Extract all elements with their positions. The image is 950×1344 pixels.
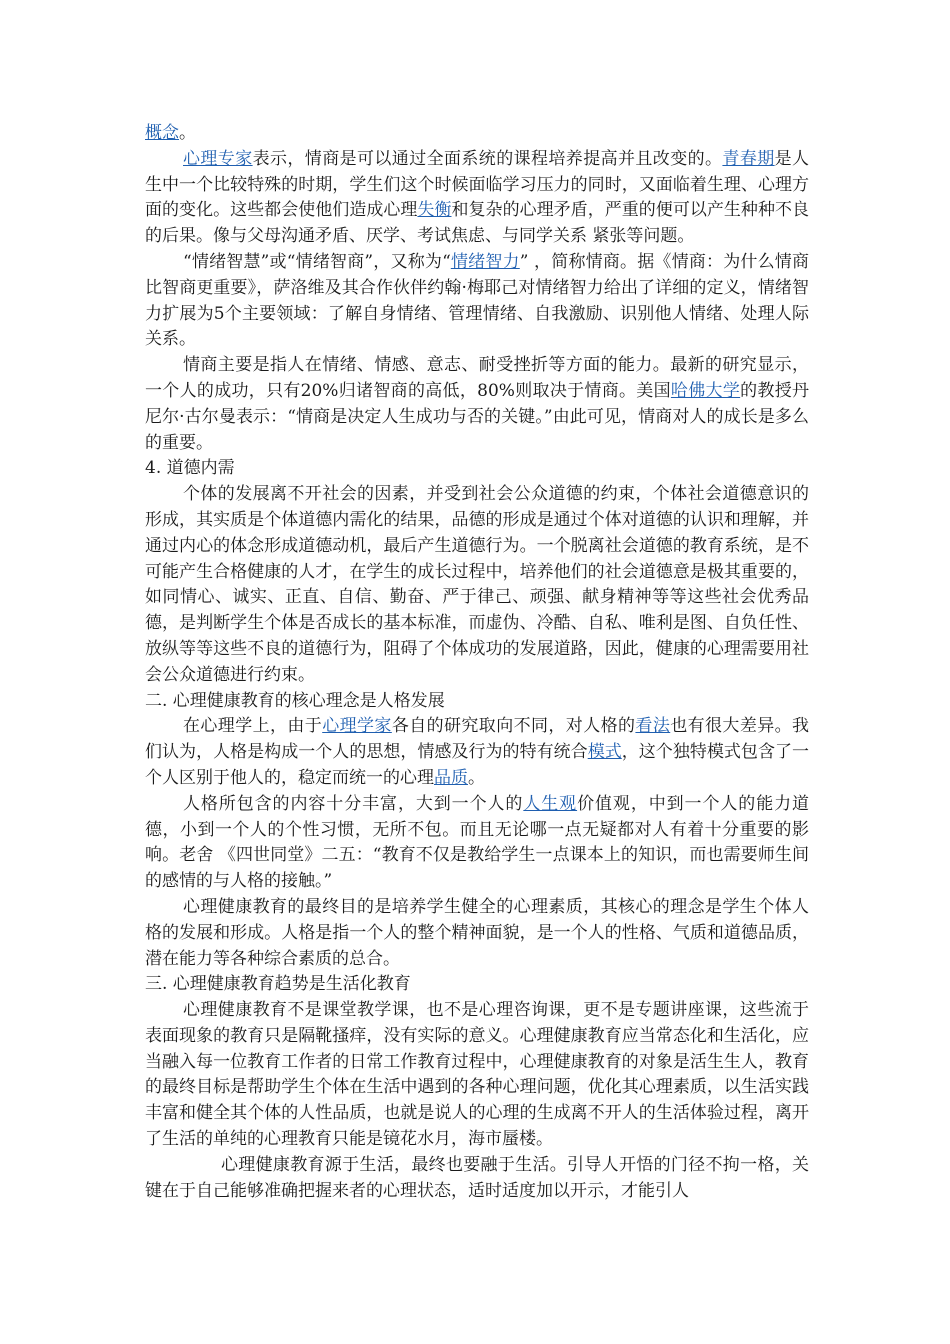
- heading-moral-needs: [145, 456, 809, 482]
- heading-section-two: [145, 689, 809, 715]
- text-run: 在心理学上，由于: [183, 716, 323, 737]
- paragraph-moral-development: [145, 482, 809, 688]
- hyperlink[interactable]: 失衡: [417, 200, 452, 221]
- text-run: ，这个独特模式包含了一个人区别于他人的，稳定而统一的心理: [145, 742, 810, 788]
- hyperlink[interactable]: 情绪智力: [450, 251, 520, 272]
- paragraph-concept-end: [145, 121, 809, 147]
- text-run: 各自的研究取向不同，对人格的: [391, 716, 636, 737]
- text-run: 价值观，中到一个人的能力道德，小到一个人的个性习惯，无所不包。而且无论哪一点无疑都对人有着十分重要的影响。老舍 《四世同堂》二五：“教育不仅是教给学生一点课本上的知识，而也需要师生间的感情的与人格的接触。”: [145, 793, 810, 892]
- paragraph-eq-success: [145, 353, 809, 456]
- text-run: 二. 心理健康教育的核心理念是人格发展: [145, 690, 445, 711]
- paragraph-from-life: [145, 1153, 809, 1205]
- hyperlink[interactable]: 青春期: [722, 148, 775, 169]
- text-run: 情商主要是指人在情绪、情感、意志、耐受挫折等方面的能力。最新的研究显示，一个人的成功，只有20%归诸智商的高低，80%则取决于情商。美国: [145, 355, 809, 401]
- hyperlink[interactable]: 心理专家: [183, 148, 253, 169]
- text-run: 表示，情商是可以通过全面系统的课程培养提高并且改变的。: [252, 148, 723, 169]
- hyperlink[interactable]: 人生观: [523, 793, 578, 814]
- hyperlink[interactable]: 看法: [635, 716, 671, 737]
- document-page: [145, 121, 809, 1204]
- hyperlink[interactable]: 哈佛大学: [670, 380, 741, 401]
- text-run: ” ，简称情商。据《情商：为什么情商比智商更重要》，萨洛维及其合作伙伴约翰·梅耶己对情绪智力给出了详细的定义，情绪智力扩展为5个主要领域：了解自身情绪、管理情绪、自我激励、识别他人情绪、处理人际关系。: [145, 251, 809, 350]
- paragraph-education-goal: [145, 895, 809, 972]
- text-run: 心理健康教育的最终目的是培养学生健全的心理素质，其核心的理念是学生个体人格的发展和形成。人格是指一个人的整个精神面貌，是一个人的性格、气质和道德品质，潜在能力等各种综合素质的总合。: [145, 896, 809, 969]
- paragraph-emotional-intelligence: [145, 250, 809, 353]
- text-run: 。: [179, 123, 196, 143]
- text-run: 的教授丹尼尔·古尔曼表示：“情商是决定人生成功与否的关键。”由此可见，情商对人的成长是多么的重要。: [145, 380, 810, 453]
- hyperlink[interactable]: 概念: [145, 123, 179, 143]
- hyperlink[interactable]: 心理学家: [322, 716, 392, 737]
- heading-section-three: [145, 972, 809, 998]
- hyperlink[interactable]: 品质: [434, 767, 468, 788]
- text-run: 是人生中一个比较特殊的时期，学生们这个时候面临学习压力的同时，又面临着生理、心理方面的变化。这些都会使他们造成心理: [145, 148, 810, 221]
- paragraph-personality-content: [145, 792, 809, 895]
- text-run: 也有很大差异。我们认为，人格是构成一个人的思想，情感及行为的特有统合: [145, 716, 810, 763]
- text-run: 心理健康教育源于生活，最终也要融于生活。引导人开悟的门径不拘一格，关键在于自己能够准确把握来者的心理状态，适时适度加以开示，才能引人: [145, 1154, 809, 1201]
- text-run: “情绪智慧”或“情绪智商”，又称为“: [183, 251, 451, 272]
- hyperlink[interactable]: 模式: [587, 742, 622, 763]
- text-run: 三. 心理健康教育趋势是生活化教育: [145, 974, 411, 995]
- paragraph-personality-definition: [145, 714, 809, 791]
- text-run: 和复杂的心理矛盾，严重的便可以产生种种不良的后果。像与父母沟通矛盾、厌学、考试焦虑、与同学关系 紧张等问题。: [145, 200, 810, 247]
- text-run: 4. 道德内需: [145, 458, 235, 479]
- text-run: 人格所包含的内容十分丰富，大到一个人的: [183, 793, 524, 814]
- paragraph-life-education: [145, 998, 809, 1153]
- text-run: 。: [468, 767, 485, 788]
- text-run: 心理健康教育不是课堂教学课，也不是心理咨询课，更不是专题讲座课，这些流于表面现象的教育只是隔靴搔痒，没有实际的意义。心理健康教育应当常态化和生活化，应当融入每一位教育工作者的日常工作教育过程中，心理健康教育的对象是活生生人，教育的最终目标是帮助学生个体在生活中遇到的各种心理问题，优化其心理素质，以生活实践丰富和健全其个体的人性品质，也就是说人的心理的生成离不开人的生活体验过程，离开了生活的单纯的心理教育只能是镜花水月，海市蜃楼。: [145, 1000, 809, 1150]
- paragraph-psychology-expert: [145, 147, 809, 250]
- text-run: 个体的发展离不开社会的因素，并受到社会公众道德的约束，个体社会道德意识的形成，其实质是个体道德内需化的结果，品德的形成是通过个体对道德的认识和理解，并通过内心的体念形成道德动机，最后产生道德行为。一个脱离社会道德的教育系统，是不可能产生合格健康的人才，在学生的成长过程中，培养他们的社会道德意是极其重要的，如同情心、诚实、正直、自信、勤奋、严于律己、顽强、献身精神等等这些社会优秀品德，是判断学生个体是否成长的基本标准，而虚伪、冷酷、自私、唯利是图、自负任性、放纵等等这些不良的道德行为，阻碍了个体成功的发展道路，因此，健康的心理需要用社会公众道德进行约束。: [145, 484, 809, 685]
